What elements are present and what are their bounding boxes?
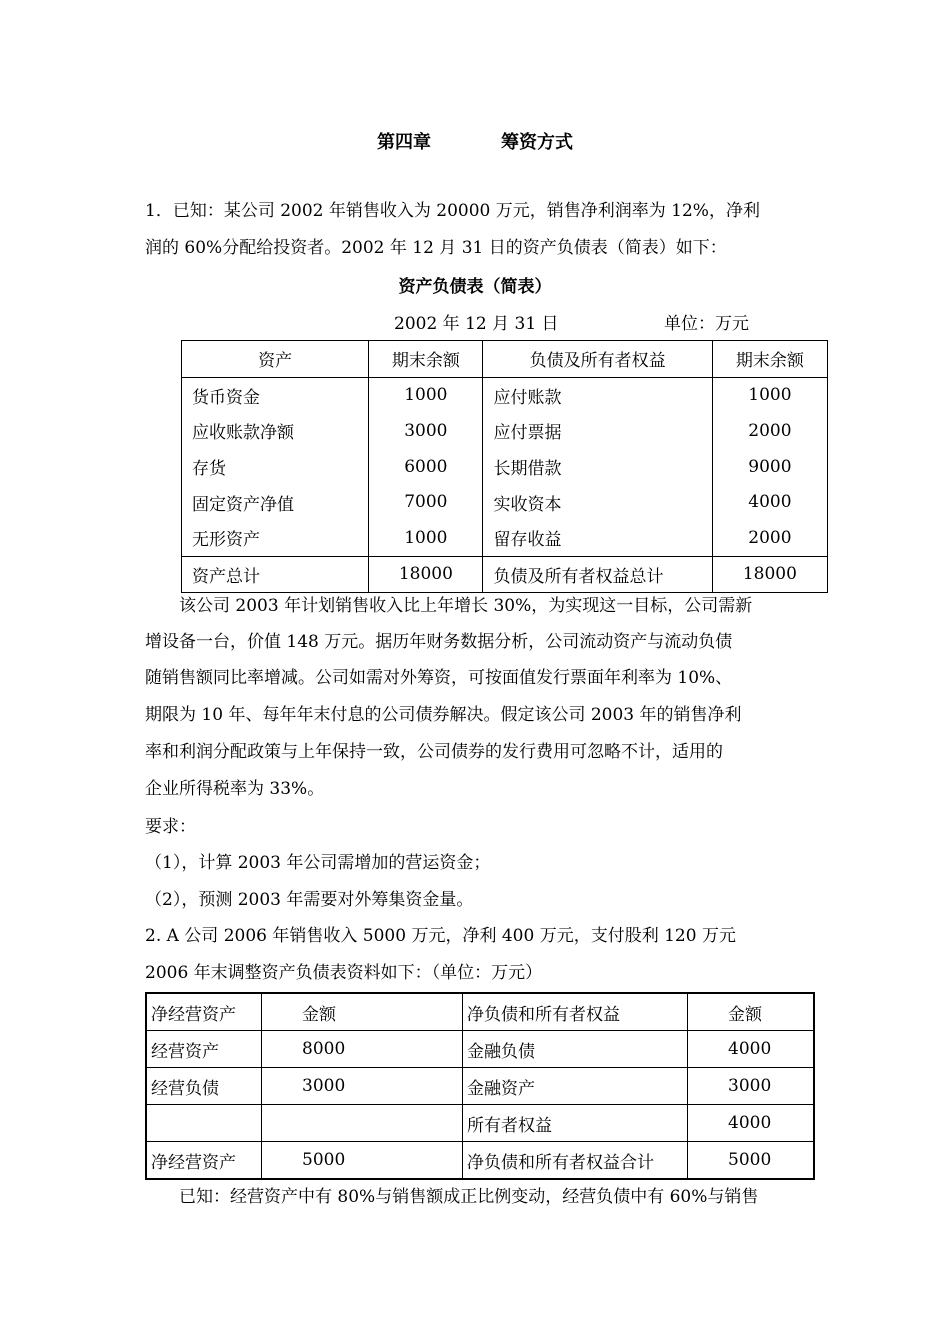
- operating-amount: 8000: [262, 1031, 463, 1068]
- financing-amount: 4000: [688, 1031, 815, 1068]
- total-asset-label: 资产总计: [182, 556, 369, 593]
- financing-amount: 5000: [688, 1142, 815, 1180]
- liability-amount: 9000: [712, 449, 827, 485]
- chapter-title: [0, 128, 950, 154]
- asset-name: 货币资金: [182, 377, 369, 413]
- asset-name: 固定资产净值: [182, 484, 369, 520]
- table-header-row: [146, 993, 814, 1031]
- header-cell: 净负债和所有者权益: [463, 993, 688, 1031]
- q2-line-1: 2. A 公司 2006 年销售收入 5000 万元，净利 400 万元，支付股利 120 万元: [145, 926, 736, 946]
- table-total-row: [182, 556, 828, 593]
- operating-item: [146, 1105, 262, 1142]
- q2-known-line: 已知：经营资产中有 80%与销售额成正比例变动，经营负债中有 60%与销售: [145, 1187, 759, 1207]
- table-row: [182, 520, 828, 556]
- table-row: [146, 1031, 814, 1068]
- total-liability-amount: 18000: [712, 556, 827, 593]
- operating-item: 经营资产: [146, 1031, 262, 1068]
- liability-amount: 2000: [712, 413, 827, 449]
- liability-name: 应付账款: [483, 377, 712, 413]
- operating-item: 净经营资产: [146, 1142, 262, 1180]
- table-row: [182, 413, 828, 449]
- table-row: [182, 484, 828, 520]
- liability-name: 留存收益: [483, 520, 712, 556]
- table-total-row: [146, 1142, 814, 1180]
- asset-amount: 7000: [369, 484, 483, 520]
- header-cell: 资产: [182, 341, 369, 378]
- financing-amount: 3000: [688, 1068, 815, 1105]
- table-row: [146, 1068, 814, 1105]
- header-cell: 净经营资产: [146, 993, 262, 1031]
- asset-name: 无形资产: [182, 520, 369, 556]
- balance-sheet-unit: 单位：万元: [664, 314, 749, 334]
- q1-paragraph-line: 期限为 10 年、每年年末付息的公司债券解决。假定该公司 2003 年的销售净利: [145, 705, 742, 725]
- header-cell: 金额: [262, 993, 463, 1031]
- q1-paragraph-line: 增设备一台，价值 148 万元。据历年财务数据分析，公司流动资产与流动负债: [145, 632, 733, 652]
- q1-line-1: 1．已知：某公司 2002 年销售收入为 20000 万元，销售净利润率为 12%，净利: [145, 201, 760, 221]
- asset-name: 存货: [182, 449, 369, 485]
- balance-sheet-title: 资产负债表（简表）: [398, 277, 552, 297]
- q1-paragraph-line: 率和利润分配政策与上年保持一致，公司债券的发行费用可忽略不计，适用的: [145, 742, 723, 762]
- table-row: [182, 449, 828, 485]
- table-row: [182, 377, 828, 413]
- total-asset-amount: 18000: [369, 556, 483, 593]
- asset-amount: 3000: [369, 413, 483, 449]
- liability-name: 实收资本: [483, 484, 712, 520]
- header-cell: 负债及所有者权益: [483, 341, 712, 378]
- q1-line-2: 润的 60%分配给投资者。2002 年 12 月 31 日的资产负债表（简表）如下：: [145, 238, 727, 258]
- q1-requirement-1: （1），计算 2003 年公司需增加的营运资金；: [145, 853, 491, 873]
- financing-item: 净负债和所有者权益合计: [463, 1142, 688, 1180]
- q2-line-2: 2006 年末调整资产负债表资料如下：（单位：万元）: [145, 963, 543, 983]
- table-header-row: [182, 341, 828, 378]
- header-cell: 期末余额: [369, 341, 483, 378]
- q1-requirements-label: 要求：: [145, 817, 196, 837]
- q1-requirement-2: （2），预测 2003 年需要对外筹集资金量。: [145, 890, 474, 910]
- adjusted-balance-sheet-table: [145, 992, 815, 1180]
- balance-sheet-table: [181, 340, 828, 593]
- q1-paragraph-line: 随销售额同比率增减。公司如需对外筹资，可按面值发行票面年利率为 10%、: [145, 668, 733, 688]
- asset-amount: 1000: [369, 520, 483, 556]
- liability-name: 长期借款: [483, 449, 712, 485]
- operating-amount: [262, 1105, 463, 1142]
- liability-amount: 4000: [712, 484, 827, 520]
- operating-amount: 3000: [262, 1068, 463, 1105]
- operating-item: 经营负债: [146, 1068, 262, 1105]
- financing-amount: 4000: [688, 1105, 815, 1142]
- liability-name: 应付票据: [483, 413, 712, 449]
- financing-item: 所有者权益: [463, 1105, 688, 1142]
- chapter-name: 筹资方式: [501, 132, 573, 153]
- liability-amount: 1000: [712, 377, 827, 413]
- financing-item: 金融负债: [463, 1031, 688, 1068]
- financing-item: 金融资产: [463, 1068, 688, 1105]
- q1-paragraph-line: 该公司 2003 年计划销售收入比上年增长 30%，为实现这一目标，公司需新: [145, 596, 753, 616]
- table-row: [146, 1105, 814, 1142]
- balance-sheet-date: 2002 年 12 月 31 日: [394, 314, 559, 334]
- liability-amount: 2000: [712, 520, 827, 556]
- header-cell: 金额: [688, 993, 815, 1031]
- asset-amount: 1000: [369, 377, 483, 413]
- chapter-number: 第四章: [377, 132, 431, 153]
- asset-name: 应收账款净额: [182, 413, 369, 449]
- q1-paragraph-line: 企业所得税率为 33%。: [145, 779, 325, 799]
- header-cell: 期末余额: [712, 341, 827, 378]
- asset-amount: 6000: [369, 449, 483, 485]
- total-liability-label: 负债及所有者权益总计: [483, 556, 712, 593]
- operating-amount: 5000: [262, 1142, 463, 1180]
